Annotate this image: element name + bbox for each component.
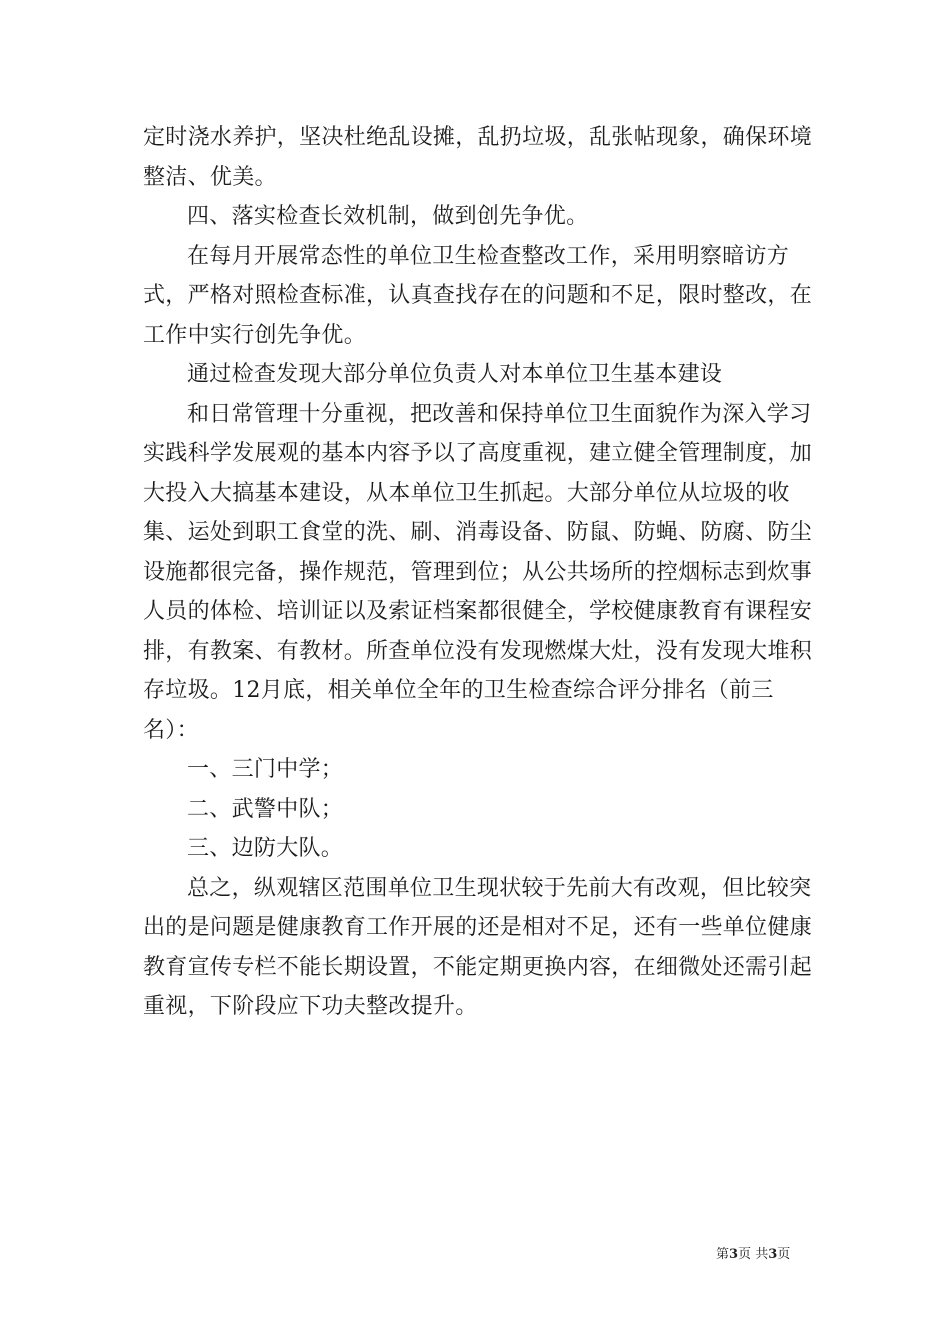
document-body xyxy=(143,118,813,1027)
paragraph-3: 在每月开展常态性的单位卫生检查整改工作，采用明察暗访方式，严格对照检查标准，认真查找存在的问题和不足，限时整改，在工作中实行创先争优。 xyxy=(143,243,813,348)
footer-prefix: 第 xyxy=(716,1247,730,1262)
ranking-item-2: 二、武警中队； xyxy=(187,796,344,822)
ranking-item-1: 一、三门中学； xyxy=(187,757,344,782)
paragraph-5: 和日常管理十分重视，把改善和保持单位卫生面貌作为深入学习实践科学发展观的基本内容予以了高度重视，建立健全管理制度，加大投入大搞基本建设，从本单位卫生抓起。大部分单位从垃圾的收集、运处到职工食堂的洗、刷、消毒设备、防鼠、防蝇、防腐、防尘设施都很完备，操作规范，管理到位；从公共场所的控烟标志到炊事人员的体检、培训证以及索证档案都很健全，学校健康教育有课程安排，有教案、有教材。所查单位没有发现燃煤大灶，没有发现大堆积存垃圾。12月底，相关单位全年的卫生检查综合评分排名（前三名）： xyxy=(143,401,813,743)
paragraph-summary: 总之，纵观辖区范围单位卫生现状较于先前大有改观，但比较突出的是问题是健康教育工作开展的还是相对不足，还有一些单位健康教育宣传专栏不能长期设置，不能定期更换内容，在细微处还需引起重视，下阶段应下功夫整改提升。 xyxy=(143,875,813,1019)
footer-middle: 页 共 xyxy=(738,1247,769,1262)
paragraph-4: 通过检查发现大部分单位负责人对本单位卫生基本建设 xyxy=(187,362,723,387)
footer-suffix: 页 xyxy=(777,1247,791,1262)
page-footer xyxy=(716,1247,790,1263)
footer-current-page: 3 xyxy=(729,1247,739,1262)
footer-total-pages: 3 xyxy=(768,1247,778,1262)
paragraph-1: 定时浇水养护，坚决杜绝乱设摊，乱扔垃圾，乱张帖现象，确保环境整洁、优美。 xyxy=(143,125,813,190)
ranking-item-3: 三、边防大队。 xyxy=(187,836,344,861)
paragraph-2-heading: 四、落实检查长效机制，做到创先争优。 xyxy=(187,204,589,229)
